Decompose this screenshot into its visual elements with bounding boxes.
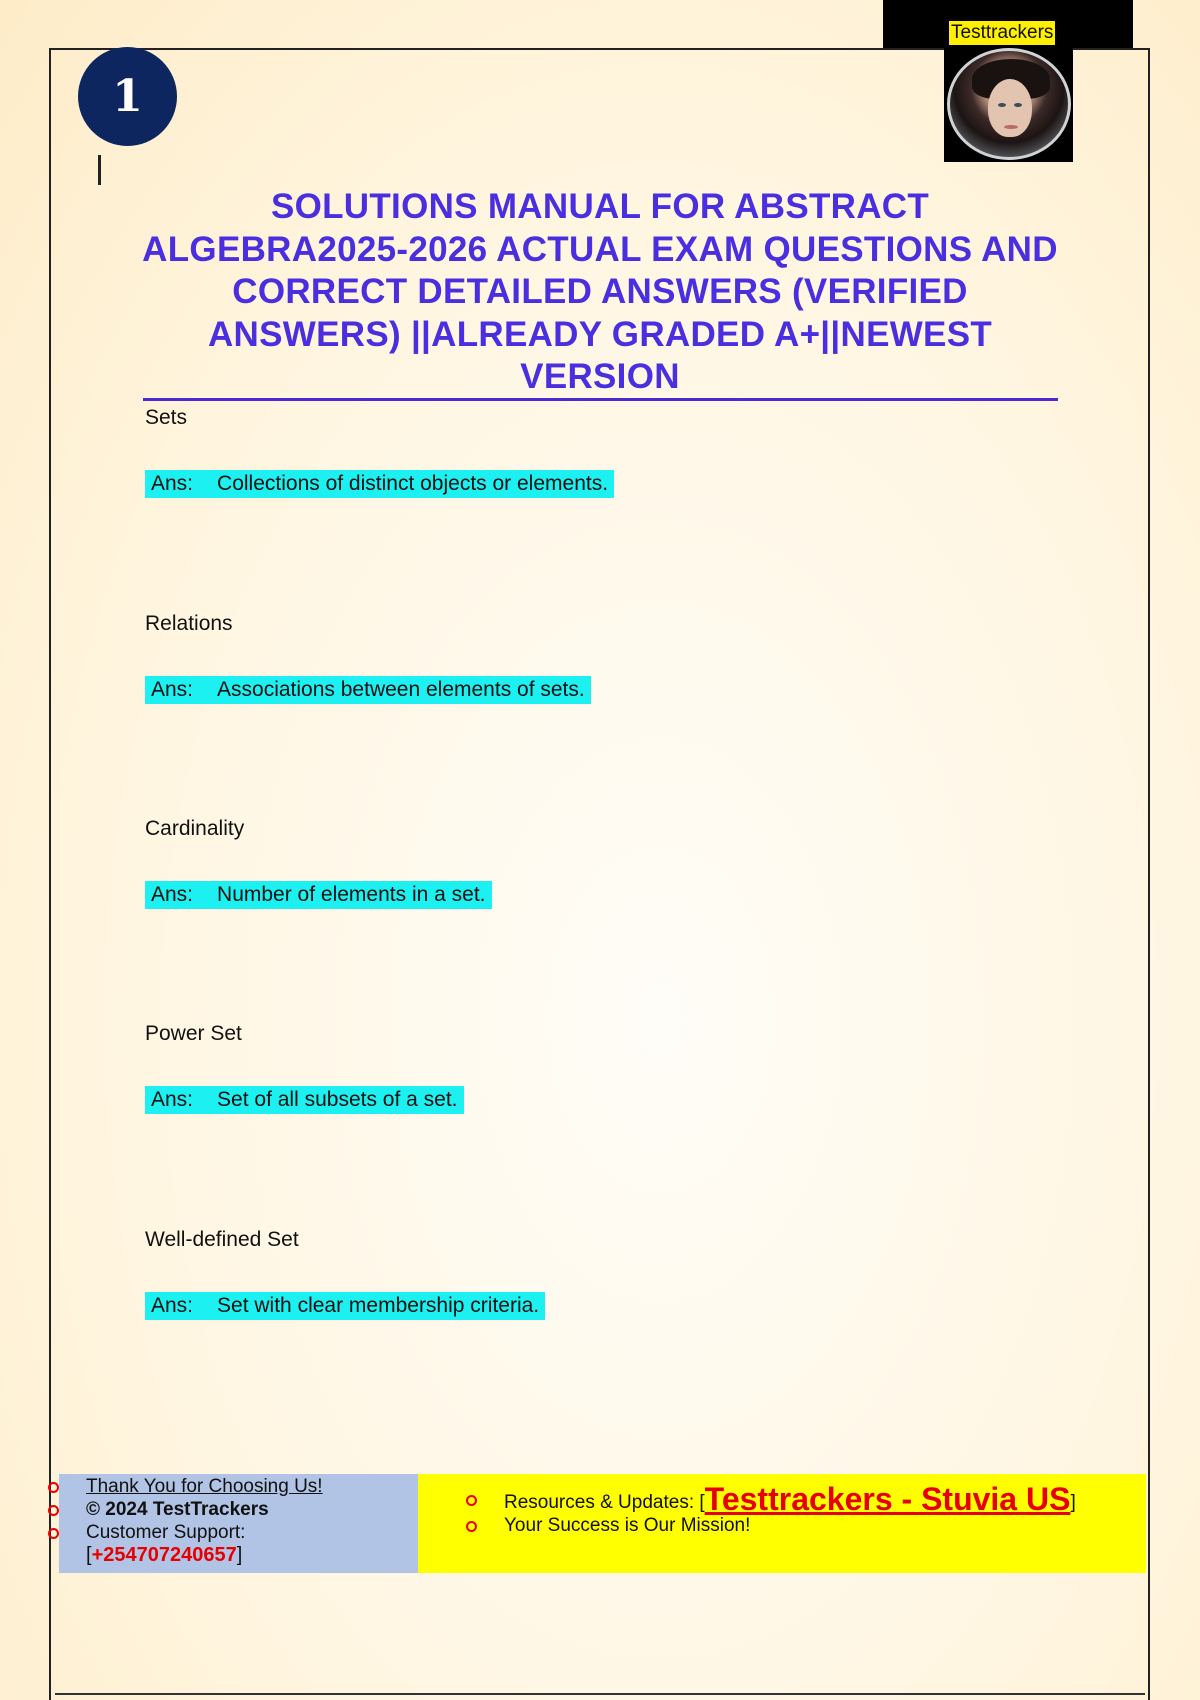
answer-highlight	[145, 881, 492, 909]
answer-highlight	[145, 1292, 545, 1320]
mission-text: Your Success is Our Mission!	[504, 1515, 751, 1536]
ans-prefix: Ans:	[151, 472, 194, 495]
bottom-rule	[55, 1693, 1145, 1695]
document-title: SOLUTIONS MANUAL FOR ABSTRACT ALGEBRA2025-2026 ACTUAL EXAM QUESTIONS AND CORRECT DETAILED ANSWERS (VERIFIED ANSWERS) ||ALREADY GRADED A+||NEWEST VERSION	[142, 187, 1058, 396]
qa-item	[145, 1228, 545, 1320]
qa-item	[145, 612, 591, 704]
bullet-circle-icon	[48, 1505, 59, 1516]
bullet-circle-icon	[48, 1528, 59, 1539]
footer-resources-list	[466, 1481, 1076, 1537]
question-text: Sets	[145, 406, 188, 429]
answer-text: Set with clear membership criteria.	[217, 1294, 540, 1317]
qa-item	[145, 406, 614, 498]
answer-highlight	[145, 1086, 464, 1114]
list-item: Resources & Updates: [Testtrackers - Stuvia US]	[466, 1488, 1076, 1514]
answer-text: Number of elements in a set.	[217, 883, 486, 906]
list-item	[466, 1514, 1076, 1537]
list-item	[48, 1521, 323, 1544]
answer-highlight	[145, 470, 614, 498]
answer-text: Set of all subsets of a set.	[217, 1088, 458, 1111]
bullet-circle-icon	[466, 1495, 477, 1506]
qa-item	[145, 1022, 464, 1114]
ans-prefix: Ans:	[151, 1088, 194, 1111]
question-text: Relations	[145, 612, 233, 635]
question-text: Power Set	[145, 1022, 242, 1045]
ans-prefix: Ans:	[151, 1294, 194, 1317]
text-cursor	[98, 155, 101, 185]
list-item	[48, 1544, 323, 1567]
bullet-circle-icon	[466, 1521, 477, 1532]
thanks-text: Thank You for Choosing Us!	[86, 1476, 323, 1497]
list-item	[48, 1475, 323, 1498]
resources-label: Resources & Updates:	[504, 1492, 700, 1513]
bullet-circle-icon	[48, 1482, 59, 1493]
answer-text: Collections of distinct objects or elements.	[217, 472, 609, 495]
question-text: Well-defined Set	[145, 1228, 299, 1251]
question-text: Cardinality	[145, 817, 245, 840]
brand-label: Testtrackers	[951, 22, 1054, 43]
support-label: Customer Support:	[86, 1522, 246, 1543]
ans-prefix: Ans:	[151, 883, 194, 906]
list-item	[48, 1498, 323, 1521]
avatar-portrait-icon	[947, 48, 1071, 160]
ans-prefix: Ans:	[151, 678, 194, 701]
answer-highlight	[145, 676, 591, 704]
copyright-text: © 2024 TestTrackers	[86, 1499, 269, 1520]
qa-item	[145, 817, 492, 909]
title-underline	[143, 398, 1058, 401]
support-phone-link[interactable]: [+254707240657]	[86, 1544, 243, 1566]
page-number-badge: 1	[78, 47, 177, 146]
answer-text: Associations between elements of sets.	[217, 678, 585, 701]
footer-contact-list	[48, 1475, 323, 1567]
avatar	[944, 46, 1073, 162]
resources-link[interactable]: Testtrackers - Stuvia US	[704, 1481, 1071, 1517]
